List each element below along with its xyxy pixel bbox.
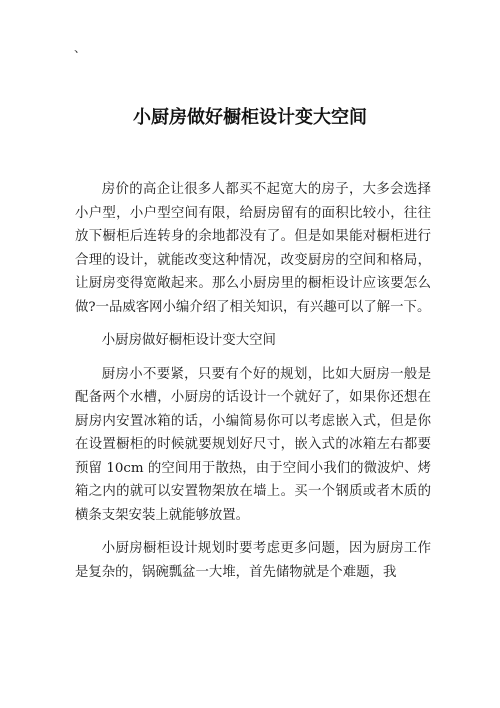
paragraph-layout: 厨房小不要紧，只要有个好的规划，比如大厨房一般是配备两个水槽，小厨房的话设计一个就好了，如果你还想在厨房内安置冰箱的话，小编简易你可以考虑嵌入式，但是你在设置橱柜的时候就要规划好尺寸，嵌入式的冰箱左右都要预留 10cm 的空间用于散热，由于空间小我们的微波炉、烤箱之内的就可以安置物架放在墙上。买一个钢质或者木质的横条支架安装上就能够放置。: [75, 366, 431, 523]
section-heading: 小厨房做好橱柜设计变大空间: [101, 333, 276, 348]
paragraph-storage: 小厨房橱柜设计规划时要考虑更多问题，因为厨房工作是复杂的，锅碗瓢盆一大堆，首先储物就是个难题，我: [75, 541, 431, 580]
corner-mark: 、: [74, 41, 87, 55]
document-title: 小厨房做好橱柜设计变大空间: [133, 107, 367, 128]
paragraph-intro: 房价的高企让很多人都买不起宽大的房子，大多会选择小户型，小户型空间有限，给厨房留有的面积比较小，往往放下橱柜后连转身的余地都没有了。但是如果能对橱柜进行合理的设计，就能改变这种情况，改变厨房的空间和格局，让厨房变得宽敞起来。那么小厨房里的橱柜设计应该要怎么做?一品威客网小编介绍了相关知识，有兴趣可以了解一下。: [75, 182, 431, 315]
document-body: [75, 178, 431, 584]
